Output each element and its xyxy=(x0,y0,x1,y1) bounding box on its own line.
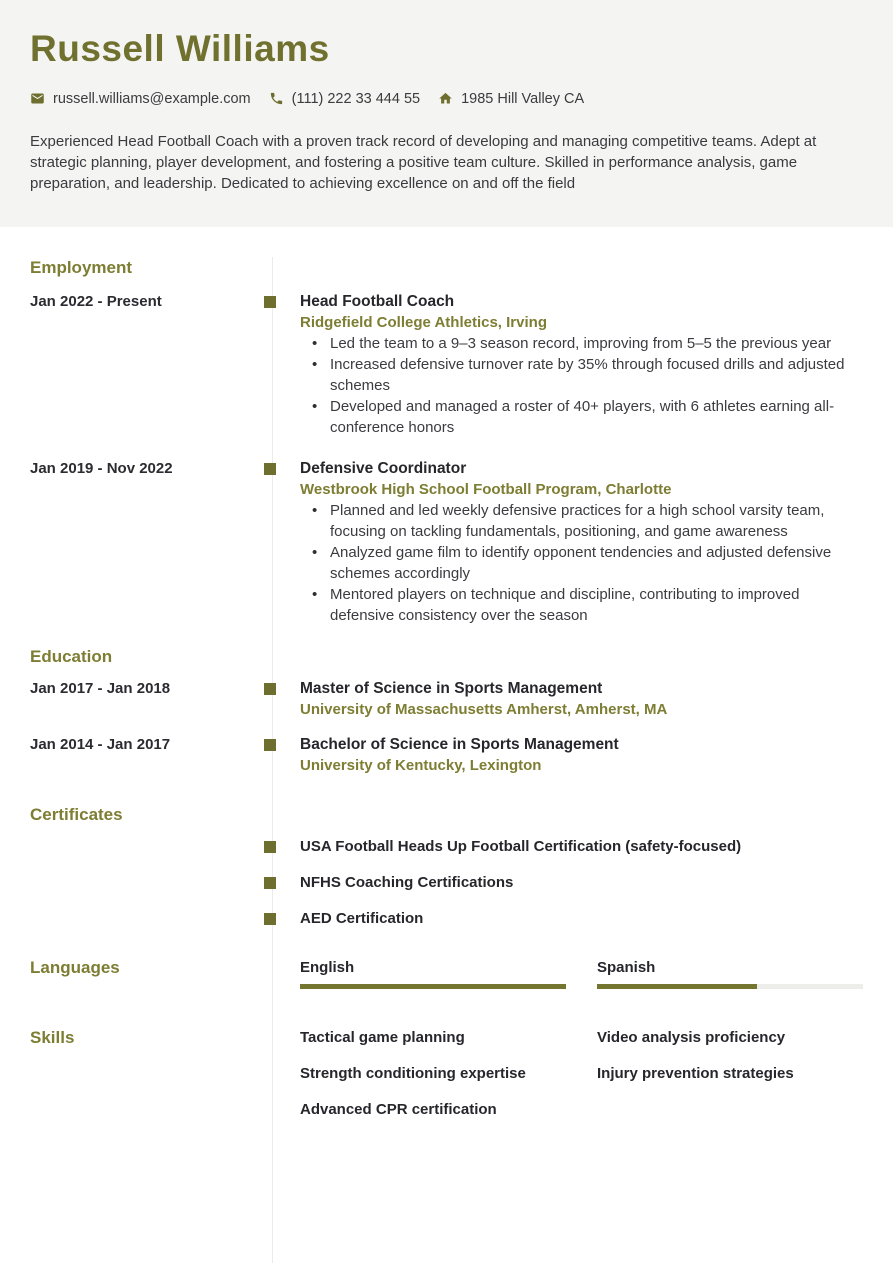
employment-entry xyxy=(0,458,893,626)
certificate-entry xyxy=(0,872,893,893)
education-heading: Education xyxy=(30,647,113,666)
entry-marker-square xyxy=(264,739,276,751)
skill-item: Video analysis proficiency xyxy=(597,1029,786,1046)
entry-marker-square xyxy=(264,841,276,853)
address-text: 1985 Hill Valley CA xyxy=(461,90,585,107)
skill-item: Injury prevention strategies xyxy=(597,1065,794,1082)
language-level-fill xyxy=(597,984,757,989)
skills-heading: Skills xyxy=(30,1028,75,1047)
degree-title: Bachelor of Science in Sports Management xyxy=(300,736,619,753)
language-level-bar xyxy=(300,984,566,989)
certificates-heading-row xyxy=(0,804,893,826)
job-bullet: • Mentored players on technique and discipline, contributing to improved defensive consistency over the season xyxy=(300,584,862,626)
phone-text: (111) 222 33 444 55 xyxy=(291,90,421,107)
education-heading-row xyxy=(0,646,893,668)
job-bullet-list xyxy=(300,500,862,626)
job-bullet: • Planned and led weekly defensive practices for a high school varsity team, focusing on tackling fundamentals, positioning, and game awareness xyxy=(300,500,862,542)
employment-heading-row xyxy=(0,257,893,279)
employment-entry xyxy=(0,291,893,438)
resume-header xyxy=(0,0,893,227)
certificate-entry xyxy=(0,836,893,857)
job-bullet: • Analyzed game film to identify opponent tendencies and adjusted defensive schemes accordingly xyxy=(300,542,862,584)
job-bullet: • Led the team to a 9–3 season record, improving from 5–5 the previous year xyxy=(300,333,862,354)
job-bullet-list xyxy=(300,333,862,438)
entry-marker-square xyxy=(264,683,276,695)
profile-summary: Experienced Head Football Coach with a proven track record of developing and managing competitive teams. Adept at strategic planning, player development, and fostering a positive team culture. Skilled in performance analysis, game preparation, and leadership. Dedicated to achieving excellence on and off the field xyxy=(30,132,817,192)
education-entry xyxy=(0,678,893,720)
person-name: Russell Williams xyxy=(30,28,330,69)
school-name: University of Massachusetts Amherst, Amherst, MA xyxy=(300,701,668,718)
language-name: Spanish xyxy=(597,959,656,976)
education-dates: Jan 2014 - Jan 2017 xyxy=(30,736,171,753)
entry-marker-square xyxy=(264,877,276,889)
school-name: University of Kentucky, Lexington xyxy=(300,757,542,774)
contact-row xyxy=(30,91,862,107)
skill-item: Strength conditioning expertise xyxy=(300,1065,526,1082)
contact-phone xyxy=(269,91,420,107)
entry-marker-square xyxy=(264,296,276,308)
certificate-entry xyxy=(0,908,893,929)
certificate-name: AED Certification xyxy=(300,910,424,927)
language-name: English xyxy=(300,959,355,976)
skill-item: Advanced CPR certification xyxy=(300,1101,497,1118)
job-bullet: • Increased defensive turnover rate by 35% through focused drills and adjusted schemes xyxy=(300,354,862,396)
language-level-fill xyxy=(300,984,566,989)
email-text: russell.williams@example.com xyxy=(53,90,251,107)
skill-item: Tactical game planning xyxy=(300,1029,465,1046)
entry-marker-square xyxy=(264,913,276,925)
job-company: Ridgefield College Athletics, Irving xyxy=(300,314,547,331)
job-dates: Jan 2019 - Nov 2022 xyxy=(30,460,173,477)
education-dates: Jan 2017 - Jan 2018 xyxy=(30,680,171,697)
languages-heading: Languages xyxy=(30,958,120,977)
contact-address xyxy=(438,91,584,107)
certificates-heading: Certificates xyxy=(30,805,123,824)
language-item xyxy=(597,957,863,989)
language-item xyxy=(300,957,566,989)
degree-title: Master of Science in Sports Management xyxy=(300,680,603,697)
languages-section xyxy=(0,957,893,989)
email-icon xyxy=(30,91,45,106)
skills-grid xyxy=(300,1027,863,1120)
certificate-name: NFHS Coaching Certifications xyxy=(300,874,514,891)
job-title: Defensive Coordinator xyxy=(300,460,467,477)
job-bullet: • Developed and managed a roster of 40+ players, with 6 athletes earning all-conference honors xyxy=(300,396,862,438)
resume-body xyxy=(0,257,893,1263)
employment-heading: Employment xyxy=(30,258,133,277)
skills-section xyxy=(0,1027,893,1120)
job-title: Head Football Coach xyxy=(300,293,455,310)
entry-marker-square xyxy=(264,463,276,475)
job-dates: Jan 2022 - Present xyxy=(30,293,162,310)
certificate-name: USA Football Heads Up Football Certification (safety-focused) xyxy=(300,838,742,855)
home-icon xyxy=(438,91,453,106)
language-level-bar xyxy=(597,984,863,989)
contact-email xyxy=(30,91,251,107)
phone-icon xyxy=(269,91,284,106)
job-company: Westbrook High School Football Program, Charlotte xyxy=(300,481,672,498)
education-entry xyxy=(0,734,893,776)
